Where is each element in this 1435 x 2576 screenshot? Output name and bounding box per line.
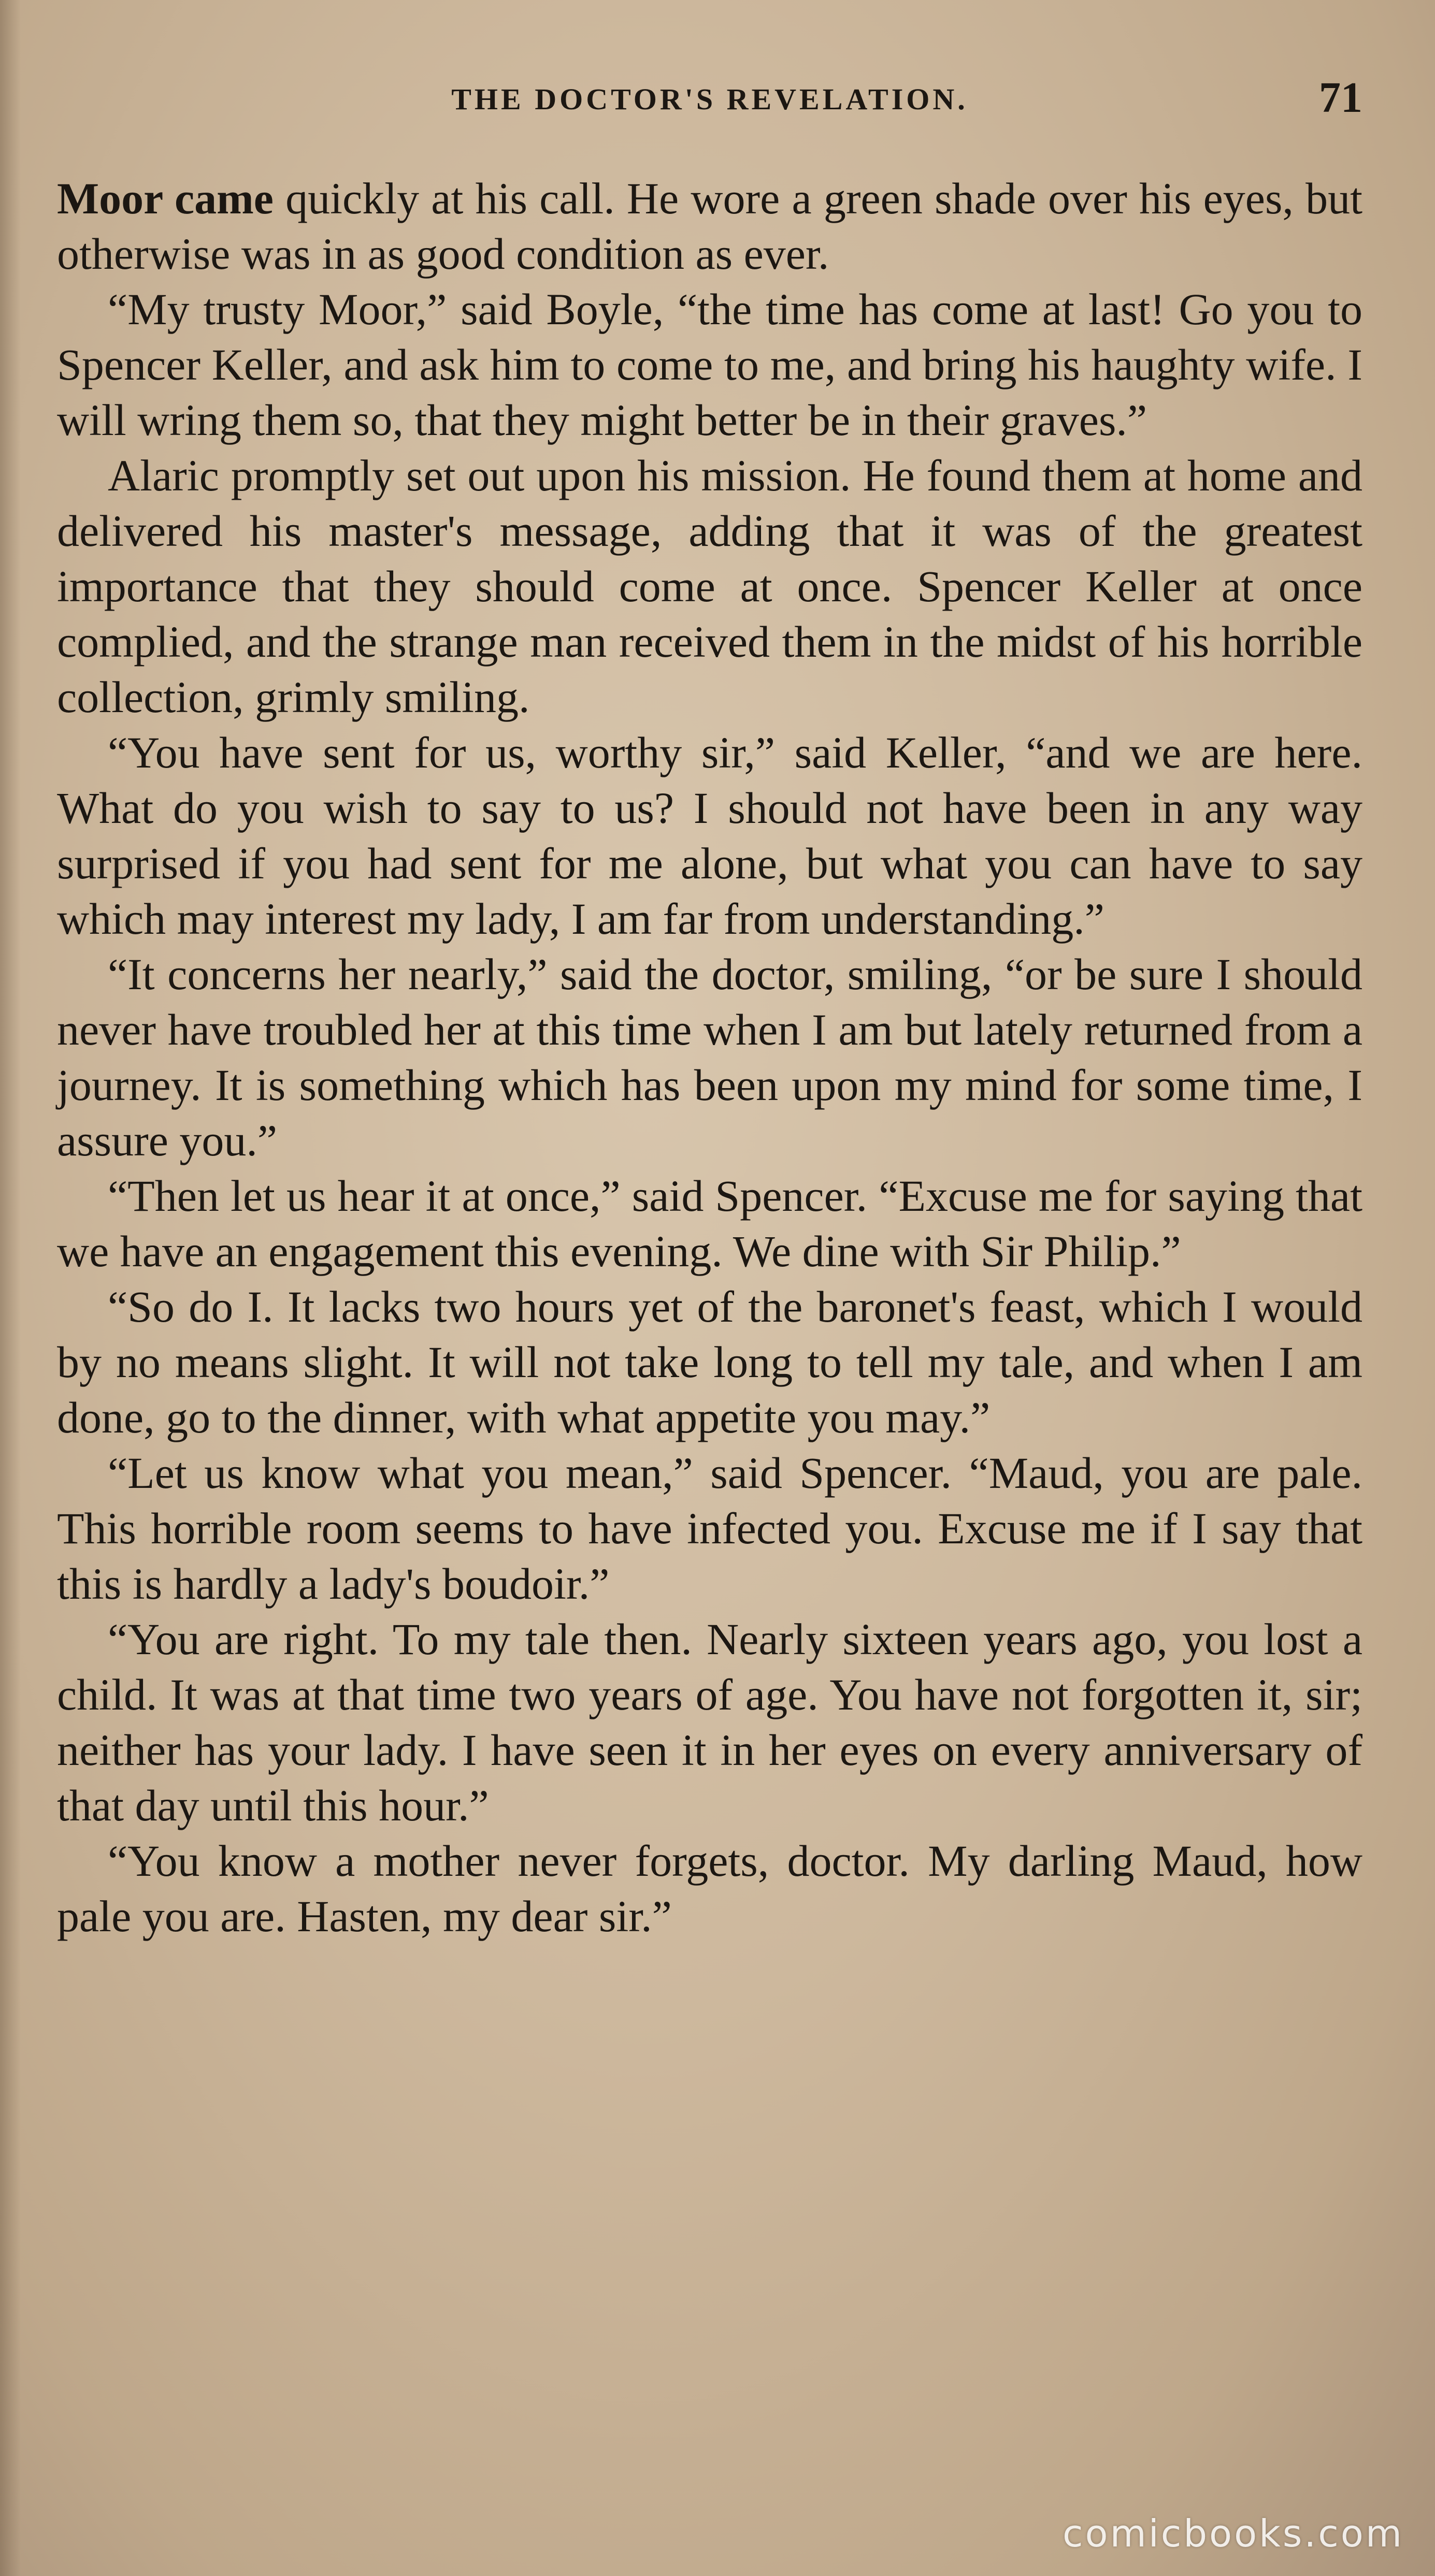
paragraph-bold-lead: Moor came <box>57 173 274 223</box>
page-gutter-shadow <box>0 0 21 2576</box>
paragraph-4 <box>57 725 1362 947</box>
paragraph-text: “You know a mother never forgets, doctor. My darling Maud, how pale you are. Hasten, my dear sir.” <box>57 1836 1362 1941</box>
paragraph-10 <box>57 1833 1362 1944</box>
paragraph-5 <box>57 947 1362 1168</box>
paragraph-text: “So do I. It lacks two hours yet of the baronet's feast, which I would by no means slight. It will not take long to tell my tale, and when I am done, go to the dinner, with what appetite you may.” <box>57 1282 1362 1442</box>
paragraph-text: Alaric promptly set out upon his mission. He found them at home and delivered his master's message, adding that it was of the greatest importance that they should come at once. Spencer Keller at once complied, and the strange man received them in the midst of his horrible collection, grimly smiling. <box>57 451 1362 722</box>
paragraph-text: “Let us know what you mean,” said Spencer. “Maud, you are pale. This horrible room seems to have infected you. Excuse me if I say that this is hardly a lady's boudoir.” <box>57 1448 1362 1609</box>
body-text <box>57 171 1362 1944</box>
paragraph-6 <box>57 1168 1362 1279</box>
watermark-text: comicbooks.com <box>1062 2512 1404 2555</box>
paragraph-text: quickly at his call. He wore a green shade over his eyes, but otherwise was in as good condition as ever. <box>57 173 1362 279</box>
page-header <box>57 74 1362 134</box>
paragraph-text: “Then let us hear it at once,” said Spencer. “Excuse me for saying that we have an engagement this evening. We dine with Sir Philip.” <box>57 1171 1362 1276</box>
running-title: THE DOCTOR'S REVELATION. <box>451 82 968 116</box>
paragraph-7 <box>57 1279 1362 1445</box>
paragraph-text: “My trusty Moor,” said Boyle, “the time has come at last! Go you to Spencer Keller, and ask him to come to me, and bring his haughty wife. I will wring them so, that they might better be in their graves.” <box>57 284 1362 445</box>
paragraph-text: “You are right. To my tale then. Nearly sixteen years ago, you lost a child. It was at that time two years of age. You have not forgotten it, sir; neither has your lady. I have seen it in her eyes on every anniversary of that day until this hour.” <box>57 1614 1362 1830</box>
paragraph-text: “It concerns her nearly,” said the doctor, smiling, “or be sure I should never have troubled her at this time when I am but lately returned from a journey. It is something which has been upon my mind for some time, I assure you.” <box>57 949 1362 1165</box>
paragraph-9 <box>57 1612 1362 1833</box>
paragraph-text: “You have sent for us, worthy sir,” said Keller, “and we are here. What do you wish to say to us? I should not have been in any way surprised if you had sent for me alone, but what you can have to say which may interest my lady, I am far from understanding.” <box>57 728 1362 944</box>
page-number: 71 <box>1319 74 1362 122</box>
paragraph-1 <box>57 171 1362 282</box>
paragraph-2 <box>57 282 1362 448</box>
paragraph-8 <box>57 1445 1362 1612</box>
paragraph-3 <box>57 448 1362 725</box>
